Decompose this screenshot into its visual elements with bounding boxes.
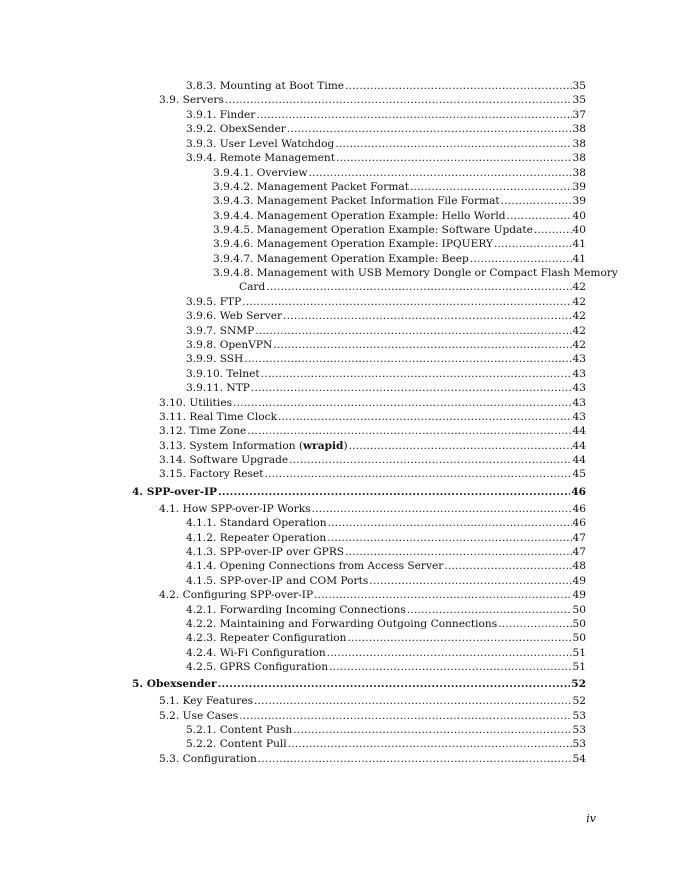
toc-entry[interactable]: 4.1.3. SPP-over-IP over GPRS ..... 47 — [186, 545, 586, 559]
toc-chapter[interactable]: 4. SPP-over-IP ..... 46 — [132, 485, 586, 499]
toc-entry[interactable]: 3.9. Servers ..... 35 — [159, 93, 586, 107]
toc-entry[interactable]: 3.9.7. SNMP ..... 42 — [186, 324, 586, 338]
toc-entry[interactable]: 4.1.5. SPP-over-IP and COM Ports ..... 49 — [186, 574, 586, 588]
toc-entry[interactable]: 3.9.5. FTP ..... 42 — [186, 295, 586, 309]
toc-entry[interactable]: 4.2.3. Repeater Configuration ..... 50 — [186, 631, 586, 645]
toc-entry[interactable]: 3.8.3. Mounting at Boot Time ..... 35 — [186, 79, 586, 93]
toc-entry[interactable]: 4.2.2. Maintaining and Forwarding Outgoing Connections ..... 50 — [186, 617, 586, 631]
toc-entry[interactable]: 4.2. Configuring SPP-over-IP ..... 49 — [159, 588, 586, 602]
toc-entry[interactable]: 4.1.4. Opening Connections from Access Server ..... 48 — [186, 559, 586, 573]
toc-chapter[interactable]: 5. Obexsender ..... 52 — [132, 677, 586, 691]
toc-entry[interactable]: 3.9.4. Remote Management ..... 38 — [186, 151, 586, 165]
toc-entry[interactable]: 5.2. Use Cases ..... 53 — [159, 709, 586, 723]
toc-entry[interactable]: 3.9.6. Web Server ..... 42 — [186, 309, 586, 323]
toc-entry-wrapped-line[interactable]: 3.9.4.8. Management with USB Memory Dongle or Compact Flash Memory — [213, 267, 618, 279]
toc-entry[interactable]: 3.9.4.4. Management Operation Example: Hello World ..... 40 — [213, 209, 586, 223]
toc-entry[interactable]: 3.9.4.1. Overview ..... 38 — [213, 166, 586, 180]
toc-entry[interactable]: 4.2.5. GPRS Configuration ..... 51 — [186, 660, 586, 674]
toc-entry[interactable]: 4.2.1. Forwarding Incoming Connections ..... 50 — [186, 603, 586, 617]
toc-entry[interactable]: 4.1. How SPP-over-IP Works ..... 46 — [159, 502, 586, 516]
toc-entry[interactable]: Card ..... 42 — [239, 280, 586, 294]
toc-entry[interactable]: 4.2.4. Wi-Fi Configuration ..... 51 — [186, 646, 586, 660]
toc-entry[interactable]: 3.9.3. User Level Watchdog ..... 38 — [186, 137, 586, 151]
page-number: iv — [586, 812, 596, 825]
toc-entry[interactable]: 3.9.1. Finder ..... 37 — [186, 108, 586, 122]
toc-entry[interactable]: 3.12. Time Zone ..... 44 — [159, 424, 586, 438]
toc-entry[interactable]: 3.9.4.5. Management Operation Example: Software Update ..... 40 — [213, 223, 586, 237]
toc-entry[interactable]: 3.9.8. OpenVPN ..... 42 — [186, 338, 586, 352]
toc-entry[interactable]: 5.2.2. Content Pull ..... 53 — [186, 737, 586, 751]
toc-entry[interactable]: 4.1.2. Repeater Operation ..... 47 — [186, 531, 586, 545]
toc-entry[interactable]: 3.9.11. NTP ..... 43 — [186, 381, 586, 395]
toc-entry[interactable]: 5.1. Key Features ..... 52 — [159, 694, 586, 708]
toc-entry[interactable]: 3.9.9. SSH ..... 43 — [186, 352, 586, 366]
toc-entry[interactable]: 3.9.4.6. Management Operation Example: IPQUERY ..... 41 — [213, 237, 586, 251]
toc-entry[interactable]: 5.3. Configuration ..... 54 — [159, 752, 586, 766]
toc-entry[interactable]: 3.15. Factory Reset ..... 45 — [159, 467, 586, 481]
toc-entry[interactable]: 3.9.4.7. Management Operation Example: Beep ..... 41 — [213, 252, 586, 266]
toc-entry[interactable]: 3.9.4.2. Management Packet Format ..... 39 — [213, 180, 586, 194]
toc-entry[interactable]: 3.14. Software Upgrade ..... 44 — [159, 453, 586, 467]
toc-entry[interactable]: 4.1.1. Standard Operation ..... 46 — [186, 516, 586, 530]
toc-entry[interactable]: 5.2.1. Content Push ..... 53 — [186, 723, 586, 737]
toc-entry[interactable]: 3.10. Utilities ..... 43 — [159, 396, 586, 410]
toc-entry[interactable]: 3.11. Real Time Clock ..... 43 — [159, 410, 586, 424]
toc-entry[interactable]: 3.9.2. ObexSender ..... 38 — [186, 122, 586, 136]
toc-entry[interactable]: 3.13. System Information (wrapid) ..... 44 — [159, 439, 586, 453]
toc-entry[interactable]: 3.9.10. Telnet ..... 43 — [186, 367, 586, 381]
toc-entry[interactable]: 3.9.4.3. Management Packet Information File Format ..... 39 — [213, 194, 586, 208]
